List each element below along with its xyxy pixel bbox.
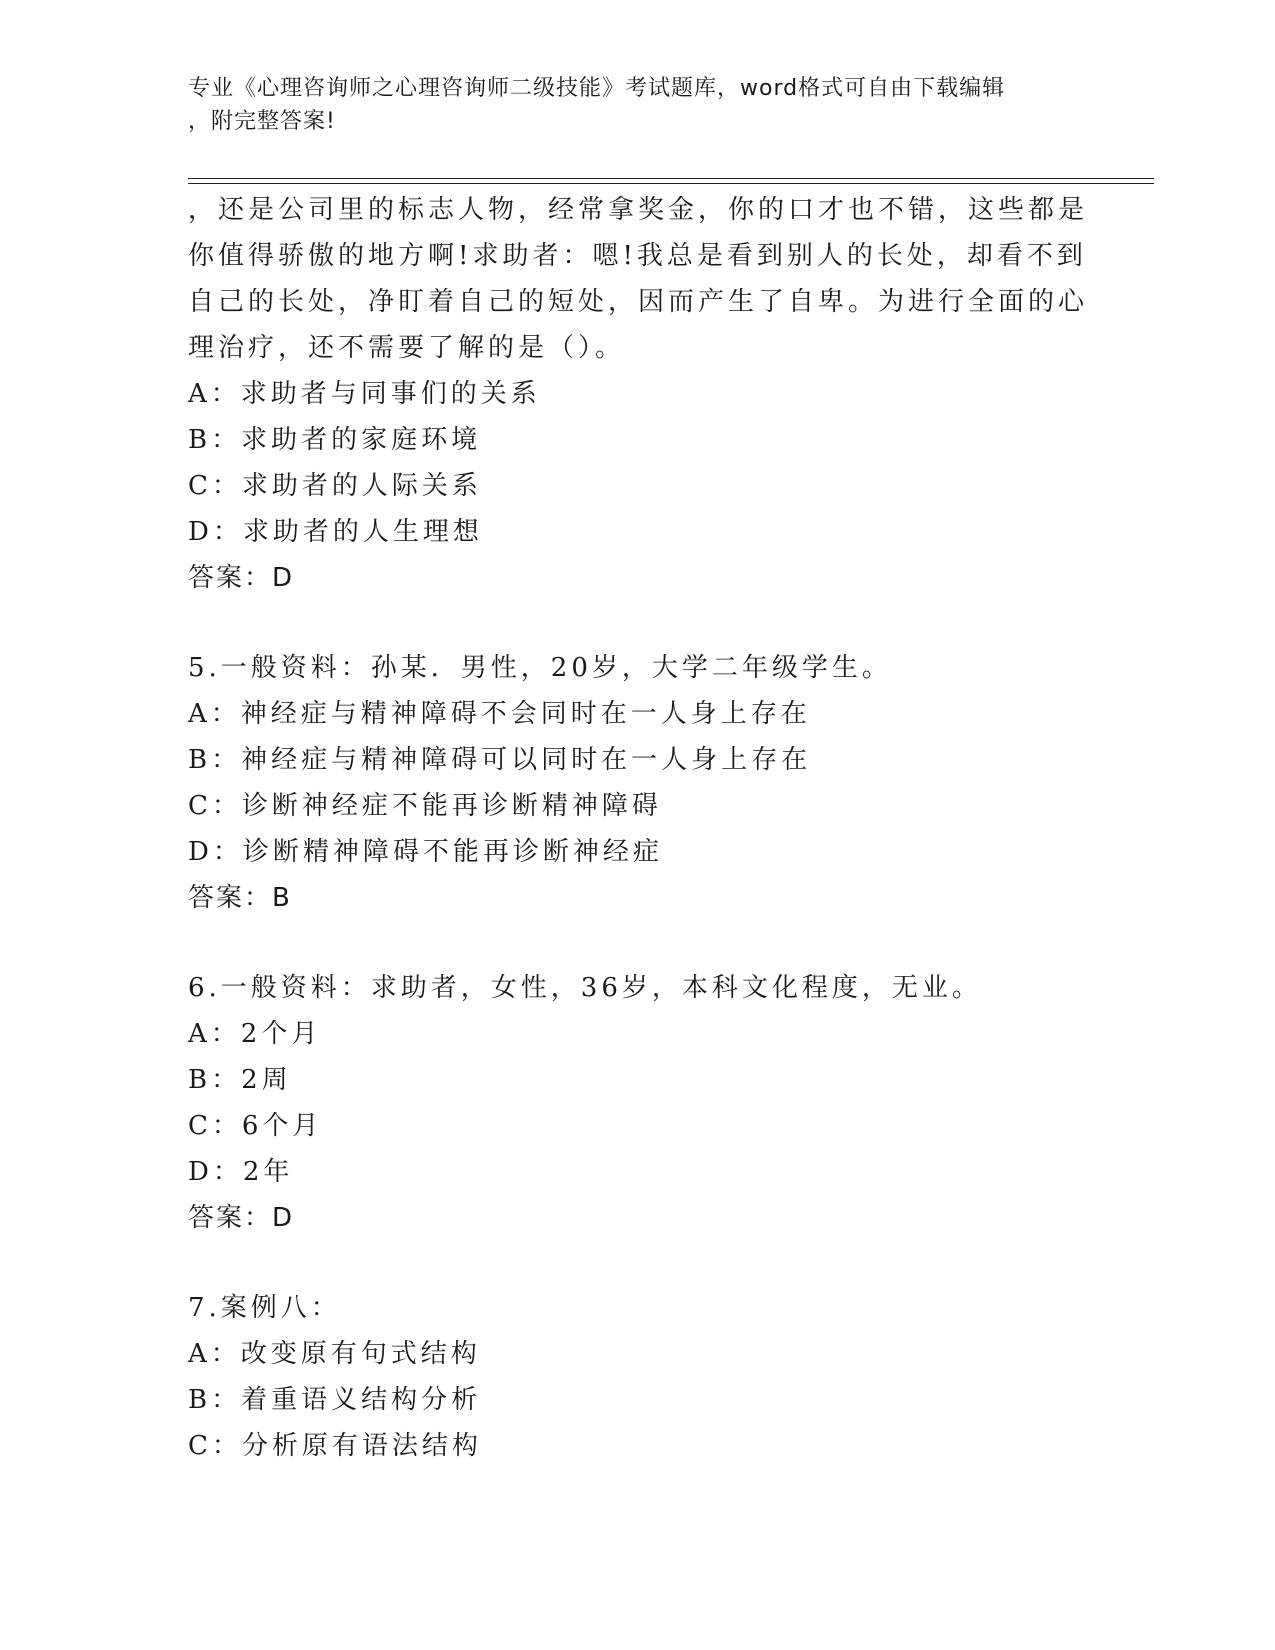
header-line-1: 专业《心理咨询师之心理咨询师二级技能》考试题库，word格式可自由下载编辑: [188, 76, 1006, 101]
question-5-answer: 答案：B: [188, 883, 292, 913]
question-7: [188, 1285, 1088, 1469]
header-divider-bottom: [188, 183, 1154, 184]
question-7-option-a: A：改变原有句式结构: [188, 1339, 481, 1369]
header-line-2: ，附完整答案!: [188, 109, 336, 134]
question-6-option-c: C：6个月: [188, 1111, 323, 1141]
question-6: [188, 965, 1088, 1241]
header-divider-top: [188, 178, 1154, 179]
question-4-option-b: B：求助者的家庭环境: [188, 425, 482, 455]
question-4-answer: 答案：D: [188, 563, 295, 593]
question-4: [188, 187, 1088, 601]
question-4-option-a: A：求助者与同事们的关系: [188, 379, 541, 409]
spacer: [188, 921, 1088, 965]
question-5-stem: 5.一般资料：孙某．男性，20岁，大学二年级学生。: [188, 653, 892, 683]
question-5-option-a: A：神经症与精神障碍不会同时在一人身上存在: [188, 699, 811, 729]
question-6-option-d: D：2年: [188, 1157, 294, 1187]
spacer: [188, 1241, 1088, 1285]
document-body: [188, 187, 1088, 1469]
question-4-stem-line-3: 自己的长处，净盯着自己的短处，因而产生了自卑。为进行全面的心: [188, 287, 1089, 317]
question-7-option-c: C：分析原有语法结构: [188, 1431, 482, 1461]
page-header: [188, 72, 1088, 138]
question-6-option-b: B：2周: [188, 1065, 292, 1095]
question-7-option-b: B：着重语义结构分析: [188, 1385, 482, 1415]
question-6-option-a: A：2个月: [188, 1019, 322, 1049]
question-4-stem-line-4: 理治疗，还不需要了解的是（）。: [188, 333, 626, 363]
question-4-option-c: C：求助者的人际关系: [188, 471, 482, 501]
question-5-option-c: C：诊断神经症不能再诊断精神障碍: [188, 791, 662, 821]
question-4-stem-line-2: 你值得骄傲的地方啊!求助者：嗯!我总是看到别人的长处，却看不到: [188, 241, 1087, 271]
question-4-stem-line-1: ，还是公司里的标志人物，经常拿奖金，你的口才也不错，这些都是: [188, 195, 1089, 225]
question-7-stem: 7.案例八：: [188, 1293, 341, 1323]
question-4-option-d: D：求助者的人生理想: [188, 517, 483, 547]
question-6-stem: 6.一般资料：求助者，女性，36岁，本科文化程度，无业。: [188, 973, 982, 1003]
question-5-option-d: D：诊断精神障碍不能再诊断神经症: [188, 837, 663, 867]
question-5: [188, 645, 1088, 921]
question-6-answer: 答案：D: [188, 1203, 295, 1233]
spacer: [188, 601, 1088, 645]
question-5-option-b: B：神经症与精神障碍可以同时在一人身上存在: [188, 745, 812, 775]
